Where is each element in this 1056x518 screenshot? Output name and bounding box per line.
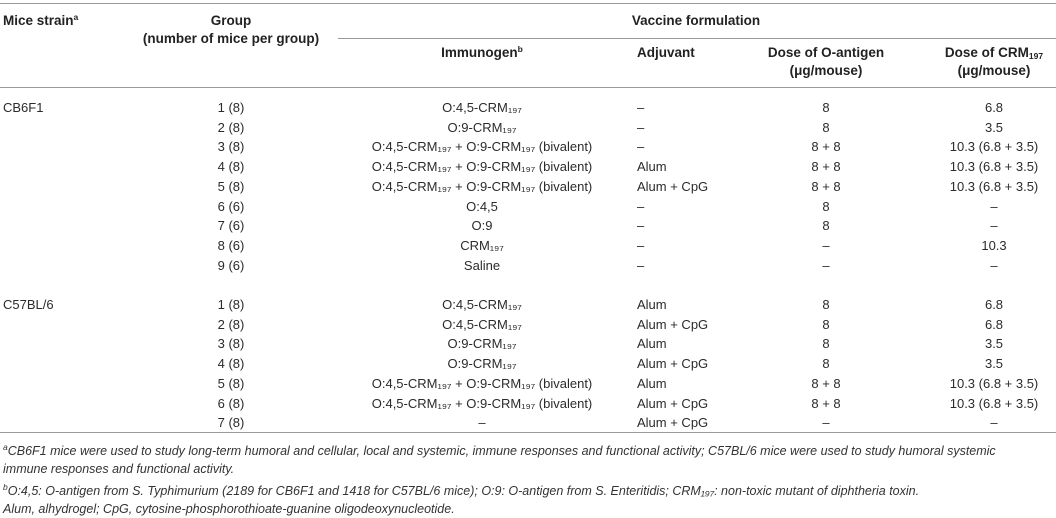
header-dose-crm: Dose of $CRM_{197}$ xyxy=(944,45,1044,61)
cell-immunogen: O:4,5-CRM₁₉₇ + O:9-CRM₁₉₇ (bivalent) xyxy=(371,139,593,154)
cell-dose-crm: 10.3 (6.8 + 3.5) xyxy=(949,396,1039,411)
cell-group: 4 (8) xyxy=(217,159,245,174)
cell-immunogen: O:4,5-CRM₁₉₇ + O:9-CRM₁₉₇ (bivalent) xyxy=(371,396,593,411)
cell-adjuvant: Alum + CpG xyxy=(637,356,709,371)
cell-dose-o: 8 + 8 xyxy=(811,376,841,391)
header-mice-strain: Mice strain$^a$ xyxy=(3,12,79,28)
header-immunogen: Immunogen$^b$ xyxy=(441,44,523,60)
cell-dose-crm: 3.5 xyxy=(984,120,1004,135)
cell-adjuvant: Alum xyxy=(637,297,667,312)
cell-adjuvant: – xyxy=(637,139,645,154)
strain-label: C57BL/6 xyxy=(3,297,54,312)
cell-group: 2 (8) xyxy=(217,317,245,332)
cell-dose-crm: 10.3 (6.8 + 3.5) xyxy=(949,179,1039,194)
cell-immunogen: O:9 xyxy=(471,218,493,233)
cell-dose-crm: 6.8 xyxy=(984,297,1004,312)
cell-dose-crm: 10.3 (6.8 + 3.5) xyxy=(949,159,1039,174)
cell-immunogen: O:4,5-CRM₁₉₇ xyxy=(442,317,522,332)
cell-dose-o: 8 xyxy=(822,218,830,233)
cell-group: 7 (6) xyxy=(217,218,245,233)
cell-dose-o: 8 + 8 xyxy=(811,396,841,411)
cell-dose-crm: 3.5 xyxy=(984,336,1004,351)
footnote-a-cont: immune responses and functional activity. xyxy=(3,462,235,476)
cell-immunogen: CRM₁₉₇ xyxy=(460,238,504,253)
cell-dose-o: – xyxy=(822,415,830,430)
cell-dose-crm: 10.3 (6.8 + 3.5) xyxy=(949,376,1039,391)
cell-dose-o: 8 xyxy=(822,297,830,312)
cell-dose-crm: – xyxy=(990,258,998,273)
cell-group: 4 (8) xyxy=(217,356,245,371)
header-dose-o-antigen-unit: (μg/mouse) xyxy=(789,63,863,78)
strain-label: CB6F1 xyxy=(3,100,44,115)
formulation-rule xyxy=(338,38,1056,39)
cell-immunogen: O:4,5-CRM₁₉₇ xyxy=(442,100,522,115)
cell-dose-o: 8 xyxy=(822,120,830,135)
cell-immunogen: O:9-CRM₁₉₇ xyxy=(447,336,517,351)
cell-adjuvant: Alum + CpG xyxy=(637,179,709,194)
cell-group: 3 (8) xyxy=(217,336,245,351)
cell-immunogen: O:4,5-CRM₁₉₇ + O:9-CRM₁₉₇ (bivalent) xyxy=(371,159,593,174)
footnote-b-cont: Alum, alhydrogel; CpG, cytosine-phosphorothioate-guanine oligodeoxynucleotide. xyxy=(3,502,455,516)
cell-dose-o: – xyxy=(822,238,830,253)
cell-dose-crm: 10.3 (6.8 + 3.5) xyxy=(949,139,1039,154)
cell-adjuvant: – xyxy=(637,100,645,115)
cell-dose-o: 8 + 8 xyxy=(811,139,841,154)
cell-dose-crm: 3.5 xyxy=(984,356,1004,371)
cell-dose-crm: – xyxy=(990,199,998,214)
cell-group: 1 (8) xyxy=(217,100,245,115)
cell-group: 9 (6) xyxy=(217,258,245,273)
cell-dose-crm: 6.8 xyxy=(984,100,1004,115)
cell-group: 2 (8) xyxy=(217,120,245,135)
cell-dose-crm: – xyxy=(990,218,998,233)
cell-immunogen: O:4,5-CRM₁₉₇ + O:9-CRM₁₉₇ (bivalent) xyxy=(371,179,593,194)
cell-adjuvant: – xyxy=(637,238,645,253)
cell-adjuvant: – xyxy=(637,218,645,233)
cell-group: 5 (8) xyxy=(217,376,245,391)
cell-group: 8 (6) xyxy=(217,238,245,253)
header-dose-o-antigen: Dose of O-antigen xyxy=(767,45,885,60)
cell-adjuvant: – xyxy=(637,199,645,214)
cell-immunogen: O:4,5-CRM₁₉₇ + O:9-CRM₁₉₇ (bivalent) xyxy=(371,376,593,391)
cell-dose-o: 8 xyxy=(822,100,830,115)
header-group: Group xyxy=(210,13,252,28)
table-bottom-rule xyxy=(0,432,1056,433)
header-adjuvant: Adjuvant xyxy=(637,45,695,60)
cell-group: 7 (8) xyxy=(217,415,245,430)
cell-dose-o: 8 + 8 xyxy=(811,159,841,174)
header-dose-crm-unit: (μg/mouse) xyxy=(957,63,1031,78)
cell-group: 5 (8) xyxy=(217,179,245,194)
cell-adjuvant: Alum xyxy=(637,159,667,174)
cell-immunogen: O:4,5-CRM₁₉₇ xyxy=(442,297,522,312)
cell-immunogen: Saline xyxy=(463,258,501,273)
header-vaccine-formulation: Vaccine formulation xyxy=(631,13,761,28)
cell-adjuvant: Alum + CpG xyxy=(637,396,709,411)
cell-dose-o: 8 xyxy=(822,356,830,371)
cell-dose-o: 8 xyxy=(822,199,830,214)
footnote-a: $^a$CB6F1 mice were used to study long-term humoral and cellular, local and systemic, immune responses and functional activity; C57BL/6 mice were used to study humoral systemic xyxy=(3,442,996,458)
cell-dose-o: 8 xyxy=(822,317,830,332)
cell-adjuvant: – xyxy=(637,120,645,135)
cell-adjuvant: Alum xyxy=(637,376,667,391)
cell-adjuvant: – xyxy=(637,258,645,273)
footnote-b: $^b$O:4,5: O-antigen from S. Typhimurium (2189 for CB6F1 and 1418 for C57BL/6 mice); O:9: O-antigen from S. Enteritidis; CRM₁₉₇: non-toxic mutant of diphtheria toxin. xyxy=(3,482,920,498)
cell-dose-crm: 10.3 xyxy=(981,238,1007,253)
cell-adjuvant: Alum + CpG xyxy=(637,317,709,332)
header-bottom-rule xyxy=(0,87,1056,88)
cell-group: 6 (8) xyxy=(217,396,245,411)
cell-dose-o: – xyxy=(822,258,830,273)
cell-group: 3 (8) xyxy=(217,139,245,154)
cell-dose-o: 8 xyxy=(822,336,830,351)
cell-dose-crm: – xyxy=(990,415,998,430)
header-group-subtitle: (number of mice per group) xyxy=(142,31,320,46)
cell-adjuvant: Alum + CpG xyxy=(637,415,709,430)
cell-dose-crm: 6.8 xyxy=(984,317,1004,332)
cell-immunogen: – xyxy=(478,415,486,430)
cell-immunogen: O:9-CRM₁₉₇ xyxy=(447,356,517,371)
cell-immunogen: O:4,5 xyxy=(466,199,498,214)
top-rule xyxy=(0,3,1056,4)
cell-group: 6 (6) xyxy=(217,199,245,214)
cell-group: 1 (8) xyxy=(217,297,245,312)
cell-immunogen: O:9-CRM₁₉₇ xyxy=(447,120,517,135)
cell-dose-o: 8 + 8 xyxy=(811,179,841,194)
cell-adjuvant: Alum xyxy=(637,336,667,351)
